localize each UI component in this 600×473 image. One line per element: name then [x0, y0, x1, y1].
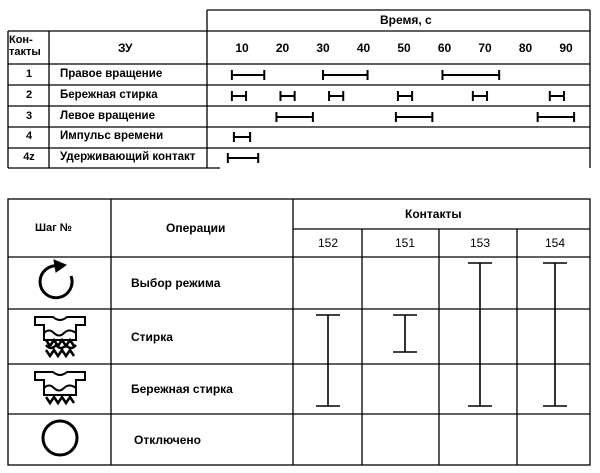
timing-interval [323, 70, 368, 80]
contact-number-header: 151 [394, 236, 416, 250]
contact-bars [316, 263, 567, 406]
zu-label: Правое вращение [60, 68, 163, 80]
zu-column-header: ЗУ [118, 41, 133, 55]
time-header: Время, с [380, 13, 432, 27]
timing-interval [232, 70, 264, 80]
contact-number-header: 153 [469, 236, 491, 250]
timing-interval [473, 91, 487, 101]
zu-label: Удерживающий контакт [60, 151, 196, 163]
timing-interval [538, 112, 574, 122]
wash-tub-icon [35, 317, 85, 356]
time-tick-label: 90 [559, 41, 573, 55]
time-tick-label: 60 [437, 41, 452, 55]
timing-interval [280, 91, 294, 101]
gentle-wash-icon [35, 372, 85, 403]
contact-number: 1 [25, 68, 33, 80]
contact-bar [316, 315, 340, 406]
time-tick-label: 10 [235, 41, 249, 55]
contact-bar [393, 315, 417, 352]
operation-label: Отключено [134, 432, 201, 447]
zu-label: Бережная стирка [60, 89, 158, 101]
timing-interval [276, 112, 312, 122]
contacts-group-header: Контакты [405, 207, 462, 221]
operation-label: Бережная стирка [131, 382, 233, 396]
time-tick-label: 70 [478, 41, 492, 55]
operation-label: Стирка [131, 329, 173, 344]
contact-number: 4 [25, 130, 33, 142]
timing-interval [550, 91, 564, 101]
time-tick-label: 40 [356, 41, 371, 55]
contact-bar [543, 263, 567, 406]
time-tick-label: 50 [397, 41, 411, 55]
timing-intervals [228, 70, 574, 163]
time-tick-label: 20 [275, 41, 290, 55]
steps-table [8, 199, 590, 465]
timing-interval [234, 132, 250, 142]
zu-label: Левое вращение [60, 110, 155, 122]
operations-column-header: Операции [166, 221, 226, 235]
time-tick-label: 80 [518, 41, 533, 55]
timing-interval [232, 91, 246, 101]
off-circle-icon [43, 421, 77, 455]
timing-interval [396, 112, 432, 122]
contact-bar [468, 263, 492, 406]
timing-interval [442, 70, 499, 80]
step-column-header: Шаг № [35, 222, 73, 234]
contacts-column-header: Кон- такты [9, 34, 41, 58]
timing-interval [398, 91, 412, 101]
rotation-cycle-icon [40, 260, 72, 298]
contact-number: 4z [23, 151, 35, 163]
contact-number-header: 154 [544, 236, 566, 250]
operation-label: Выбор режима [131, 276, 221, 290]
contact-number: 3 [25, 110, 33, 122]
contact-number-header: 152 [317, 236, 339, 250]
contact-number: 2 [25, 89, 33, 101]
timing-interval [228, 153, 258, 163]
zu-label: Импульс времени [60, 130, 164, 142]
timing-interval [329, 91, 343, 101]
time-tick-label: 30 [316, 41, 330, 55]
